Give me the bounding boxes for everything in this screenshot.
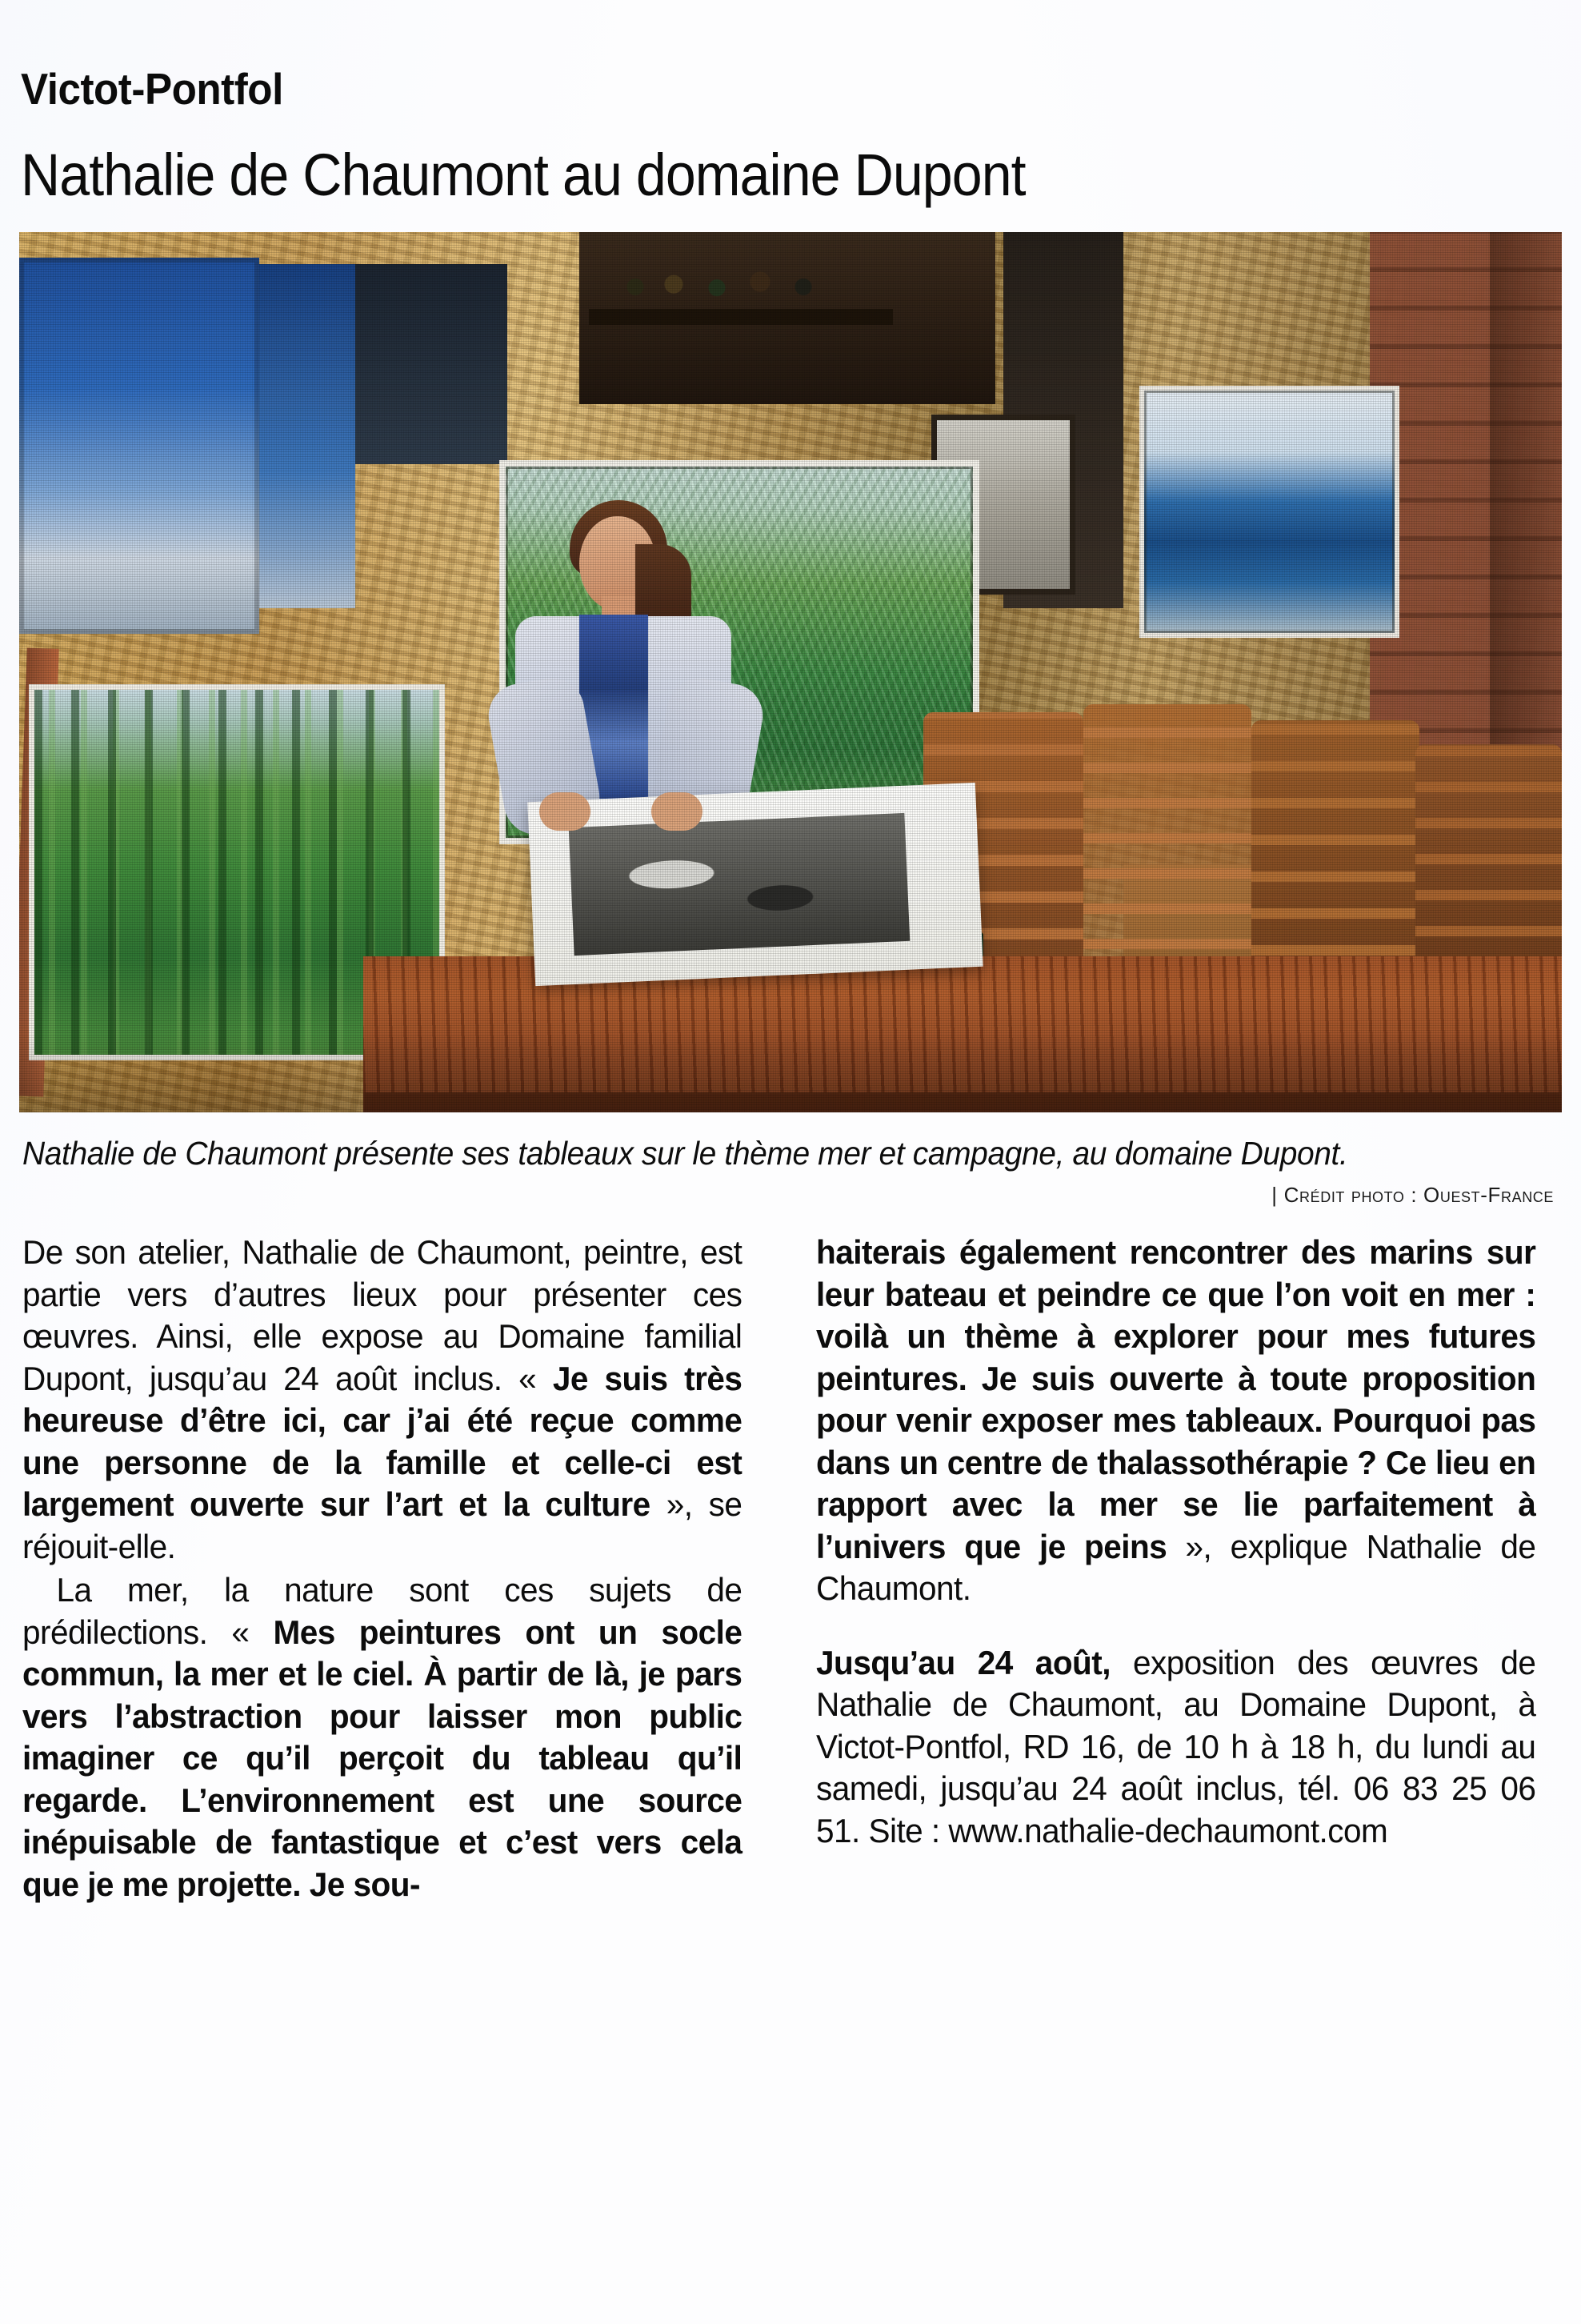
intro-quote: Je suis très heureuse d’être ici, car j’ai été reçue comme une personne de la famille et celle-ci est largement ouverte sur l’art et la culture: [22, 1359, 742, 1524]
clipping-content: [19, 0, 1562, 1905]
body-columns: [22, 1232, 1562, 1905]
practical-info-lead: Jusqu’au 24 août,: [816, 1643, 1111, 1681]
wall-shelf: [589, 309, 893, 325]
credit-source: Ouest-France: [1423, 1183, 1554, 1208]
artwork-print-image: [569, 813, 911, 956]
credit-label: Crédit photo :: [1283, 1183, 1418, 1208]
paragraph-gap: [816, 1610, 1535, 1642]
credit-bar-icon: |: [1271, 1183, 1278, 1208]
blue-painting-left-second: [259, 264, 355, 608]
article-headline: Nathalie de Chaumont au domaine Dupont: [21, 142, 1026, 208]
woman-left-hand: [539, 792, 590, 831]
photo-caption: Nathalie de Chaumont présente ses tableaux sur le thème mer et campagne, au domaine Dupont.: [22, 1135, 1348, 1172]
themes-text-a: La mer, la nature sont ces sujets de prédilections. «: [22, 1571, 742, 1651]
sea-painting-right: [1139, 386, 1399, 638]
paragraph-themes: [22, 1569, 742, 1905]
dark-wall-panel: [355, 264, 507, 464]
paragraph-themes-continued: [816, 1232, 1535, 1610]
body-column-right: [816, 1232, 1535, 1905]
article-photo: [19, 232, 1562, 1112]
shelf-bottles: [611, 256, 851, 307]
themes-quote-part1: Mes peintures ont un socle commun, la mer et le ciel. À partir de là, je pars vers l’abstraction pour laisser mon public imaginer ce qu’il perçoit du tableau qu’il regarde. L’environnement est une source inépuisable de fantastique et c’est vers cela que je me projette. Je sou-: [22, 1613, 742, 1903]
photo-credit: [19, 1183, 1554, 1208]
intro-text-b: », se réjouit-elle.: [22, 1485, 742, 1565]
woman-right-hand: [651, 792, 702, 831]
practical-info-rest: exposition des œuvres de Nathalie de Chaumont, au Domaine Dupont, à Victot-Pontfol, RD 16, de 10 h à 18 h, du lundi au samedi, jusqu’au 24 août inclus, tél. 06 83 25 06 51. Site : www.nathalie-dechaumont.com: [816, 1643, 1536, 1849]
section-kicker: Victot-Pontfol: [21, 64, 283, 114]
themes-text-b: », explique Nathalie de Chaumont.: [816, 1527, 1536, 1608]
paragraph-practical-info: [816, 1642, 1535, 1853]
paragraph-intro: [22, 1232, 742, 1568]
wooden-chair-3: [1251, 720, 1419, 992]
photo-scene: [19, 232, 1562, 1112]
photo-bottom-shadow: [19, 1032, 1562, 1112]
body-column-left: [22, 1232, 742, 1905]
themes-quote-part2: haiterais également rencontrer des marins sur leur bateau et peindre ce que l’on voit en mer : voilà un thème à explorer pour mes futures peintures. Je suis ouverte à toute proposition pour venir exposer mes tableaux. Pourquoi pas dans un centre de thalassothérapie ? Ce lieu en rapport avec la mer se lie parfaitement à l’univers que je peins: [816, 1233, 1536, 1565]
wooden-chair-2: [1083, 704, 1251, 984]
blue-painting-left: [19, 258, 259, 634]
intro-text-a: De son atelier, Nathalie de Chaumont, peintre, est partie vers d’autres lieux pour présenter ces œuvres. Ainsi, elle expose au Domaine familial Dupont, jusqu’au 24 août inclus. «: [22, 1233, 742, 1397]
